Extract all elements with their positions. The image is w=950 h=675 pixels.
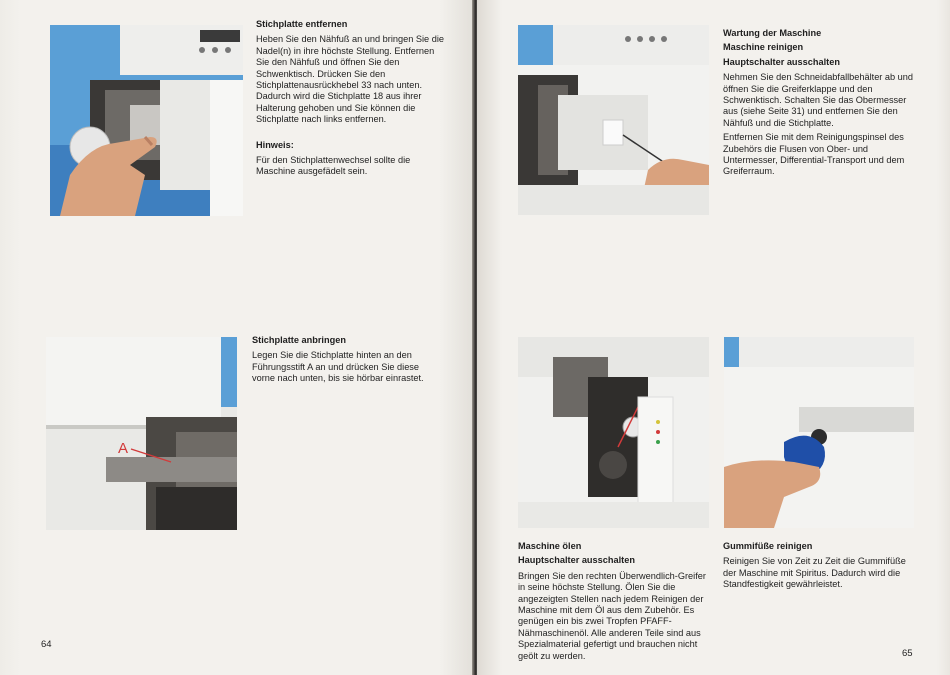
photo-clean-machine	[518, 25, 709, 215]
section-remove-stitch-plate	[256, 19, 446, 181]
photo-attach-stitch-plate	[46, 337, 237, 530]
note-heading: Hinweis:	[256, 139, 294, 150]
section-attach-stitch-plate	[252, 335, 442, 388]
text-attach-stitch-plate: Legen Sie die Stichplatte hinten an den Führungsstift A an und drücken Sie diese vorne nach unten, bis sie hörbar einrastet.	[252, 350, 424, 384]
section-oil-machine	[518, 541, 713, 665]
note-text: Für den Stichplattenwechsel sollte die Maschine ausgefädelt sein.	[256, 155, 411, 177]
subheading-main-switch-off-2: Hauptschalter ausschalten	[518, 555, 635, 566]
section-rubber-feet	[723, 541, 913, 594]
text-clean-machine-1: Nehmen Sie den Schneidabfallbehälter ab und öffnen Sie die Greiferklappe und den Schwenktisch. Schalten Sie das Obermesser aus (siehe Seite 31) und entfernen Sie den Nähfuß und die Stichplatte.	[723, 72, 914, 128]
photo-label-a: A	[118, 440, 129, 457]
heading-remove-stitch-plate: Stichplatte entfernen	[256, 19, 348, 29]
text-oil-machine: Bringen Sie den rechten Überwendlich-Greifer in seine höchste Stellung. Ölen Sie die angezeigten Stellen nach jedem Reinigen der Maschine mit dem Öl aus dem Zubehör. Es genügen ein bis zwei Tropfen PFAFF-Nähmaschinenöl. Alle anderen Teile sind aus Spezialmaterial gefertigt und brauchen nicht geölt zu werden.	[518, 570, 706, 661]
subheading-clean-machine: Maschine reinigen	[723, 42, 804, 53]
section-maintenance	[723, 28, 918, 181]
page-number-left: 64	[41, 639, 52, 650]
heading-maintenance: Wartung der Maschine	[723, 28, 822, 38]
heading-attach-stitch-plate: Stichplatte anbringen	[252, 335, 346, 345]
page-number-right: 65	[902, 648, 913, 659]
text-remove-stitch-plate: Heben Sie den Nähfuß an und bringen Sie die Nadel(n) in ihre höchste Stellung. Entfernen Sie den Nähfuß und öffnen Sie den Schwenktisch. Drücken Sie den Stichplattenausrückhebel 33 nach unten. Dadurch wird die Stichplatte 18 aus ihrer Halterung gehoben und Sie können die Stichplatte nach links entfernen.	[256, 34, 444, 125]
photo-rubber-feet	[724, 337, 914, 528]
right-page	[477, 0, 950, 675]
subheading-main-switch-off: Hauptschalter ausschalten	[723, 56, 840, 67]
left-page	[0, 0, 474, 675]
heading-rubber-feet: Gummifüße reinigen	[723, 541, 813, 551]
heading-oil-machine: Maschine ölen	[518, 541, 582, 551]
text-rubber-feet: Reinigen Sie von Zeit zu Zeit die Gummifüße der Maschine mit Spiritus. Dadurch wird die Standfestigkeit gewährleistet.	[723, 556, 906, 590]
photo-oil-machine	[518, 337, 709, 528]
photo-remove-stitch-plate	[50, 25, 243, 216]
text-clean-machine-2: Entfernen Sie mit dem Reinigungspinsel des Zubehörs die Flusen von Ober- und Untermesser, Differential-Transport und dem Greiferraum.	[723, 132, 905, 177]
